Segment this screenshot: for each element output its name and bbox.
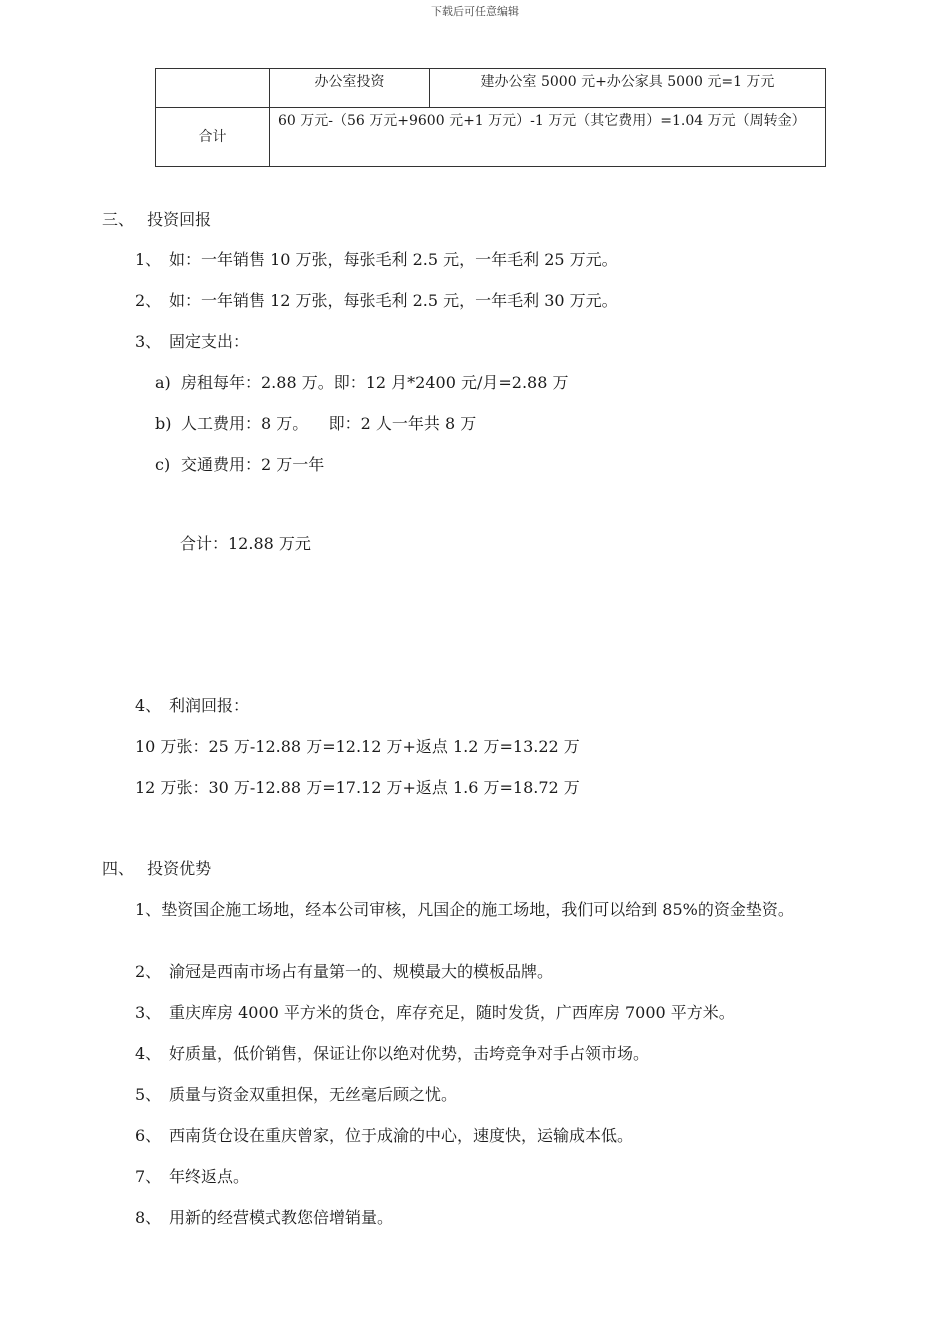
- section-marker: 四、: [102, 859, 135, 878]
- section-title: 投资回报: [147, 210, 212, 229]
- list-text: 利润回报：: [169, 696, 250, 715]
- list-marker: 1、: [135, 900, 162, 919]
- list-item: [135, 330, 249, 354]
- total-line: 合计：12.88 万元: [180, 534, 311, 553]
- table-row: [156, 108, 826, 167]
- list-text: 重庆库房 4000 平方米的货仓，库存充足，随时发货，广西库房 7000 平方米。: [169, 1003, 735, 1022]
- list-marker: 5、: [135, 1085, 162, 1104]
- list-text: 房租每年：2.88 万。即：12 月*2400 元/月=2.88 万: [181, 373, 569, 392]
- list-text: 垫资国企施工场地，经本公司审核，凡国企的施工场地，我们可以给到 85%的资金垫资。: [161, 900, 794, 919]
- list-item: [135, 289, 618, 313]
- list-item: [135, 1001, 735, 1025]
- list-text: 用新的经营模式教您倍增销量。: [169, 1208, 394, 1227]
- list-text: 好质量，低价销售，保证让你以绝对优势，击垮竞争对手占领市场。: [169, 1044, 650, 1063]
- sub-list-item: [155, 412, 476, 436]
- list-text: 西南货仓设在重庆曾家，位于成渝的中心，速度快，运输成本低。: [169, 1126, 634, 1145]
- list-marker: a): [155, 373, 171, 392]
- list-text: 年终返点。: [169, 1167, 250, 1186]
- profit-line: 12 万张：30 万-12.88 万=17.12 万+返点 1.6 万=18.72 万: [135, 778, 580, 797]
- investment-table: [155, 68, 826, 167]
- list-marker: 3、: [135, 1003, 162, 1022]
- list-marker: 8、: [135, 1208, 162, 1227]
- list-text: 固定支出：: [169, 332, 250, 351]
- list-item: [135, 694, 249, 718]
- list-marker: 4、: [135, 696, 162, 715]
- table-cell: 合计: [156, 108, 270, 167]
- list-marker: b): [155, 414, 172, 433]
- table-cell: 60 万元-（56 万元+9600 元+1 万元）-1 万元（其它费用）=1.04 万元（周转金）: [270, 108, 826, 167]
- list-marker: 4、: [135, 1044, 162, 1063]
- sub-list-item: [155, 371, 568, 395]
- list-text: 如：一年销售 10 万张，每张毛利 2.5 元，一年毛利 25 万元。: [169, 250, 618, 269]
- list-marker: 3、: [135, 332, 162, 351]
- table-cell: 办公室投资: [270, 69, 430, 108]
- list-marker: c): [155, 455, 171, 474]
- list-marker: 7、: [135, 1167, 162, 1186]
- table-row: [156, 69, 826, 108]
- section-marker: 三、: [102, 210, 135, 229]
- list-item: [135, 960, 553, 984]
- list-item: [135, 1124, 633, 1148]
- list-marker: 2、: [135, 962, 162, 981]
- sub-list-item: [155, 453, 324, 477]
- list-marker: 6、: [135, 1126, 162, 1145]
- section-heading-4: [102, 857, 211, 881]
- list-text: 质量与资金双重担保，无丝毫后顾之忧。: [169, 1085, 458, 1104]
- list-text: 交通费用：2 万一年: [181, 455, 325, 474]
- list-item: [135, 1165, 249, 1189]
- list-item: [135, 1083, 457, 1107]
- profit-line: 10 万张：25 万-12.88 万=12.12 万+返点 1.2 万=13.22 万: [135, 737, 580, 756]
- list-item: [135, 1042, 649, 1066]
- list-item: [135, 1206, 393, 1230]
- header-note: 下载后可任意编辑: [431, 5, 519, 18]
- table-cell: 建办公室 5000 元+办公家具 5000 元=1 万元: [430, 69, 826, 108]
- section-title: 投资优势: [147, 859, 212, 878]
- section-heading-3: [102, 208, 211, 232]
- list-marker: 1、: [135, 250, 162, 269]
- list-text: 人工费用：8 万。 即：2 人一年共 8 万: [181, 414, 477, 433]
- list-item: [135, 898, 851, 922]
- list-marker: 2、: [135, 291, 162, 310]
- list-text: 渝冠是西南市场占有量第一的、规模最大的模板品牌。: [169, 962, 554, 981]
- list-item: [135, 248, 618, 272]
- list-text: 如：一年销售 12 万张，每张毛利 2.5 元，一年毛利 30 万元。: [169, 291, 618, 310]
- table-cell: [156, 69, 270, 108]
